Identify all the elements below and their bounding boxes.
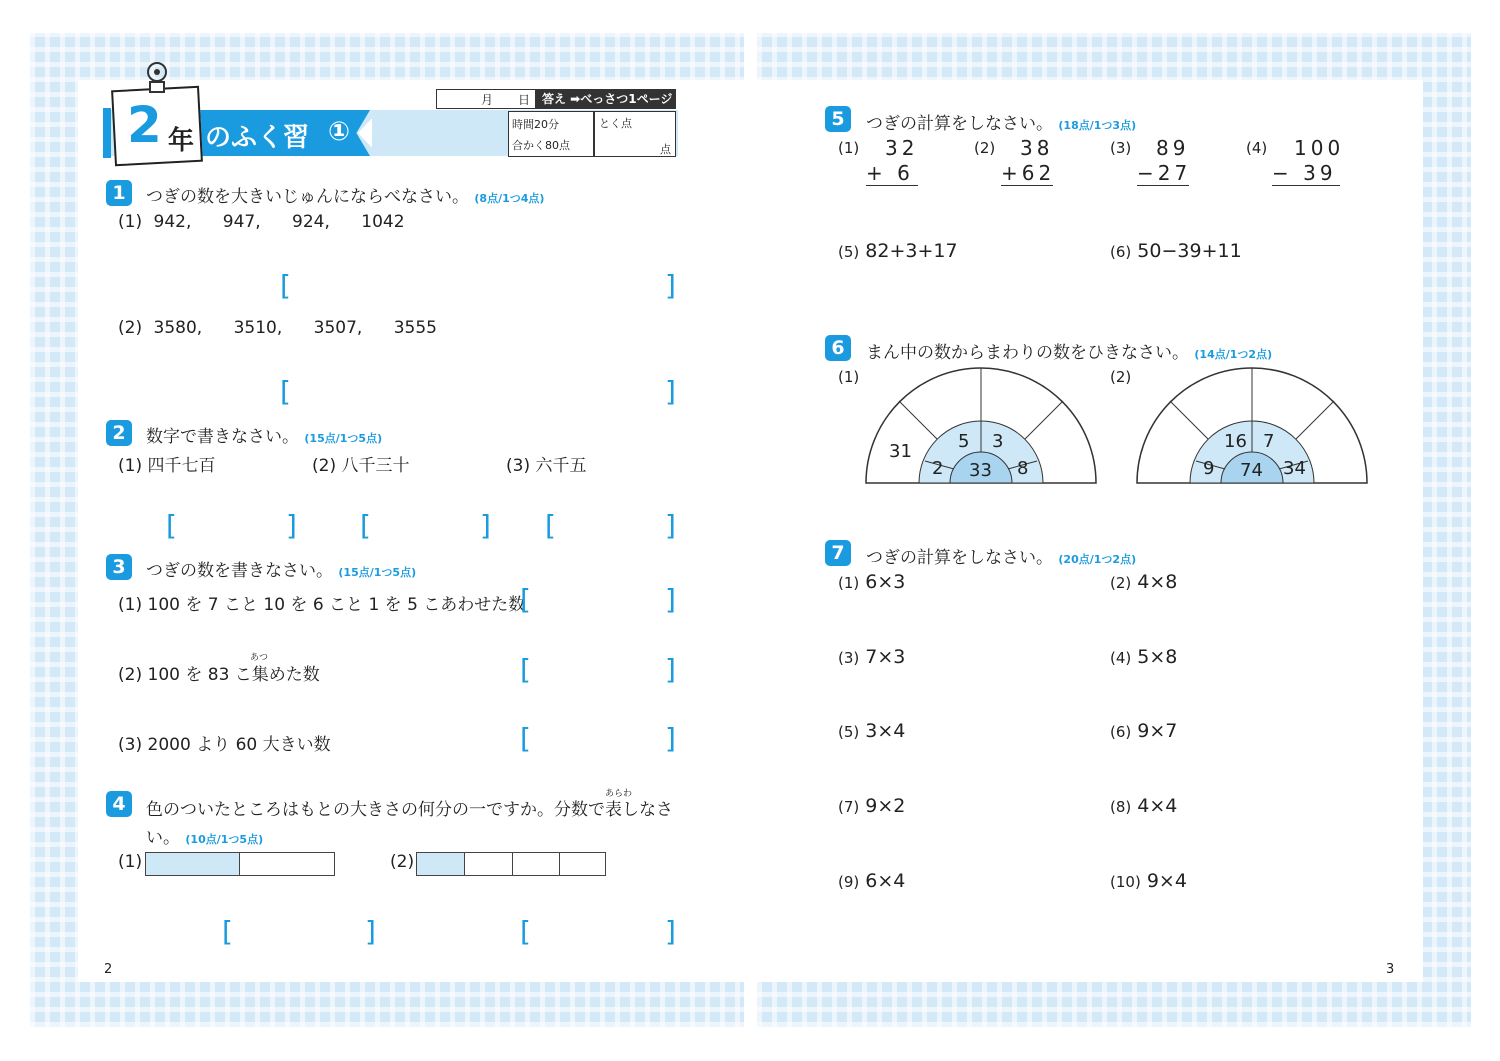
q7-item: (2) 4×8: [1110, 571, 1178, 593]
grade-char: 年: [168, 126, 195, 156]
q5-item: (6) 50−39+11: [1110, 240, 1242, 262]
q5-label: (3): [1110, 139, 1132, 157]
page-number-left: 2: [104, 962, 113, 977]
q4-p1-label: (1): [118, 852, 143, 872]
q4-badge: 4: [106, 791, 132, 817]
q5-top: 38: [1020, 136, 1054, 160]
q1-p2: (2) 3580, 3510, 3507, 3555: [118, 318, 437, 338]
q7-item: (1) 6×3: [838, 571, 906, 593]
q4-answer-close[interactable]: ]: [665, 915, 676, 948]
q5-bottom-line: +62: [1001, 161, 1056, 185]
q3-points: (15点/1つ5点): [338, 566, 417, 579]
q2-answer-open[interactable]: [: [360, 509, 371, 542]
q2-points: (15点/1つ5点): [304, 432, 383, 445]
pass-label: 合かく80点: [512, 139, 570, 152]
q7-item: (9) 6×4: [838, 870, 906, 892]
q4-text: 色のついたところはもとの大きさの何分の一ですか。分数で表しなさ: [146, 800, 673, 820]
q4-p2-label: (2): [390, 852, 415, 872]
q1-p1-answer-close[interactable]: ]: [665, 269, 676, 302]
q3-ruby: あつ: [250, 653, 269, 663]
q5-badge: 5: [825, 106, 851, 132]
q5-top: 89: [1156, 136, 1190, 160]
q5-bottom-line: −27: [1137, 161, 1192, 185]
divider: [464, 853, 465, 875]
q7-item: (8) 4×4: [1110, 795, 1178, 817]
q5-label: (4): [1246, 139, 1268, 157]
q3-text: つぎの数を書きなさい。 (15点/1つ5点): [146, 561, 417, 581]
q6-label: (2): [1110, 368, 1132, 386]
q7-points: (20点/1つ2点): [1058, 553, 1137, 566]
score-label: とく点: [599, 117, 632, 130]
q6-2-inner: 16: [1224, 431, 1247, 452]
q4-fraction-fill-1: [146, 853, 240, 875]
q4-answer-close[interactable]: ]: [365, 915, 376, 948]
q2-text: 数字で書きなさい。 (15点/1つ5点): [146, 427, 383, 447]
q6-1-inner: 2: [932, 458, 944, 479]
day-label: 日: [518, 93, 531, 107]
divider: [559, 853, 560, 875]
q6-points: (14点/1つ2点): [1194, 348, 1273, 361]
q4-fraction-fill-2: [417, 853, 464, 875]
q1-text: つぎの数を大きいじゅんにならべなさい。 (8点/1つ4点): [146, 187, 545, 207]
q5-text: つぎの計算をしなさい。 (18点/1つ3点): [866, 114, 1137, 134]
q6-1-inner: 5: [958, 431, 970, 452]
q3-answer-close[interactable]: ]: [665, 583, 676, 616]
q6-1-inner: 3: [992, 431, 1004, 452]
time-label: 時間20分: [512, 118, 559, 131]
title-edge: [103, 108, 111, 158]
q7-text: つぎの計算をしなさい。 (20点/1つ2点): [866, 548, 1137, 568]
q5-top: 100: [1294, 136, 1345, 160]
q1-p2-answer-open[interactable]: [: [280, 375, 291, 408]
q2-item: (2) 八千三十: [312, 456, 410, 476]
q2-item: (3) 六千五: [506, 456, 587, 476]
q4-answer-open[interactable]: [: [520, 915, 531, 948]
q5-bottom-line: + 6: [866, 161, 918, 186]
page-number-right: 3: [1386, 962, 1395, 977]
divider: [512, 853, 513, 875]
q1-points: (8点/1つ4点): [474, 192, 545, 205]
q7-item: (3) 7×3: [838, 646, 906, 668]
q2-answer-open[interactable]: [: [166, 509, 177, 542]
q1-p2-answer-close[interactable]: ]: [665, 375, 676, 408]
q7-badge: 7: [825, 540, 851, 566]
q3-answer-close[interactable]: ]: [665, 722, 676, 755]
q4-points: (10点/1つ5点): [185, 833, 264, 846]
grade-number: 2: [127, 96, 162, 154]
q7-item: (4) 5×8: [1110, 646, 1178, 668]
q1-p1-answer-open[interactable]: [: [280, 269, 291, 302]
q4-answer-open[interactable]: [: [222, 915, 233, 948]
title-number: ①: [328, 117, 351, 147]
q4-text-2: い。 (10点/1つ5点): [146, 828, 264, 848]
q7-item: (6) 9×7: [1110, 720, 1178, 742]
q6-label: (1): [838, 368, 860, 386]
q4-ruby: あらわ: [605, 789, 633, 799]
q3-answer-open[interactable]: [: [520, 653, 531, 686]
q6-2-center: 74: [1240, 460, 1263, 481]
q5-item: (5) 82+3+17: [838, 240, 958, 262]
q3-answer-open[interactable]: [: [520, 722, 531, 755]
q3-item: (3) 2000 より 60 大きい数: [118, 735, 331, 755]
q3-badge: 3: [106, 554, 132, 580]
q3-item: (2) 100 を 83 こ集めた数: [118, 665, 320, 685]
q6-2-inner: 7: [1263, 431, 1275, 452]
q1-p1-label: (1): [118, 212, 143, 232]
page-title: のふく習: [205, 123, 310, 153]
q6-2-inner: 34: [1283, 458, 1306, 479]
q4-fraction-bar-2: [416, 852, 606, 876]
q6-1-center: 33: [969, 460, 992, 481]
answer-ref: 答え ➡べっさつ1ページ: [536, 89, 676, 109]
q7-item: (7) 9×2: [838, 795, 906, 817]
clip-icon: [140, 60, 174, 96]
q5-label: (1): [838, 139, 860, 157]
right-page: [757, 80, 1423, 982]
q5-points: (18点/1つ3点): [1058, 119, 1137, 132]
q7-item: (5) 3×4: [838, 720, 906, 742]
q3-answer-open[interactable]: [: [520, 583, 531, 616]
q6-1-outer: 31: [889, 441, 912, 462]
q4-fraction-bar-1: [145, 852, 335, 876]
q2-answer-close[interactable]: ]: [480, 509, 491, 542]
q2-item: (1) 四千七百: [118, 456, 216, 476]
q5-label: (2): [974, 139, 996, 157]
q6-2-inner: 9: [1203, 458, 1215, 479]
score-unit: 点: [660, 143, 671, 156]
q2-answer-open[interactable]: [: [545, 509, 556, 542]
q3-answer-close[interactable]: ]: [665, 653, 676, 686]
q3-item: (1) 100 を 7 こと 10 を 6 こと 1 を 5 こあわせた数: [118, 595, 526, 615]
q7-item: (10) 9×4: [1110, 870, 1187, 892]
q5-top: 32: [885, 136, 919, 160]
q2-answer-close[interactable]: ]: [286, 509, 297, 542]
q6-text: まん中の数からまわりの数をひきなさい。 (14点/1つ2点): [866, 343, 1273, 363]
q2-badge: 2: [106, 420, 132, 446]
q2-answer-close[interactable]: ]: [665, 509, 676, 542]
q1-p1: (1) 942, 947, 924, 1042: [118, 212, 405, 232]
q6-badge: 6: [825, 335, 851, 361]
q5-bottom-line: − 39: [1272, 161, 1340, 186]
q1-badge: 1: [106, 180, 132, 206]
q6-1-inner: 8: [1017, 458, 1029, 479]
month-label: 月: [481, 93, 494, 107]
